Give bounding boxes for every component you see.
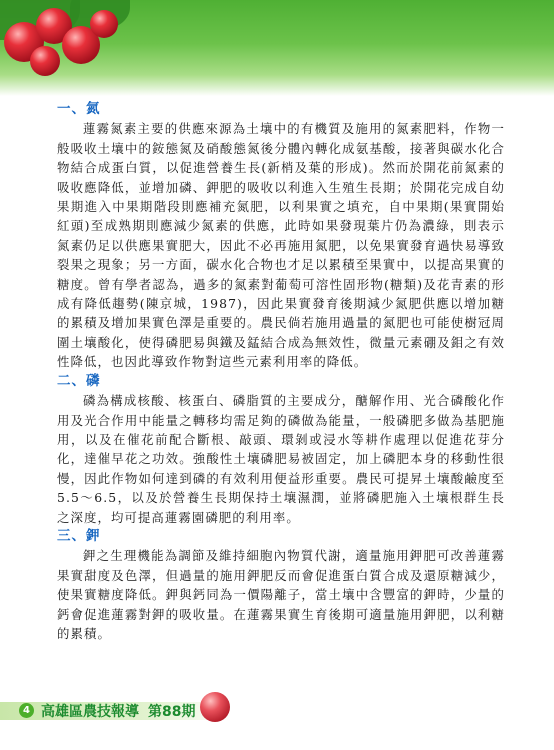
wax-apple-image <box>90 10 118 38</box>
section-title: 二、磷 <box>57 372 101 389</box>
section-title: 一、氮 <box>57 101 101 117</box>
paragraph: 磷為構成核酸、核蛋白、磷脂質的主要成分，醣解作用、光合磷酸化作用及光合作用中能量之轉移均需足夠的磷做為能量，一般磷肥多做為基肥施用，以及在催花前配合斷根、敲頭、環剝或浸水等耕作處理以促進花芽分化，達催早花之功效。強酸性土壤磷肥易被固定，加上磷肥本身的移動性很慢，因此作物如何達到磷的有效利用便益形重要。農民可提昇土壤酸鹼度至5.5～6.5，以及於營養生長期保持土壤濕潤，並將磷肥施入土壤根群生長之深度，均可提高蓮霧園磷肥的利用率。 <box>57 393 505 525</box>
section-phosphorus <box>57 372 505 527</box>
page-footer <box>0 692 554 750</box>
wax-apple-icon <box>200 692 230 722</box>
header-banner <box>0 0 554 96</box>
article-body <box>57 100 505 643</box>
wax-apple-image <box>30 46 60 76</box>
journal-title: 高雄區農技報導 <box>41 704 139 720</box>
paragraph: 蓮霧氮素主要的供應來源為土壤中的有機質及施用的氮素肥料，作物一般吸收土壤中的銨態氮及硝酸態氮後分體內轉化成氨基酸，接著與碳水化合物結合成蛋白質，以促進營養生長(新梢及葉的形成)。然而於開花前氮素的吸收應降低，並增加磷、鉀肥的吸收以利進入生殖生長期；於開花完成自幼果期進入中果期階段則應補充氮肥，以利果實之填充，自中果期(果實開始紅頭)至成熟期則應減少氮素的供應，此時如果發現葉片仍為濃綠，則表示氮素仍足以供應果實肥大，因此不必再施用氮肥，以免果實發育過快易導致裂果之現象；另一方面，碳水化合物也才足以累積至果實中，以提高果實的糖度。曾有學者認為，過多的氮素對葡萄可溶性固形物(糖類)及花青素的形成有降低趨勢(陳京城，1987)，因此果實發育後期減少氮肥供應以增加糖的累積及增加果實色澤是重要的。農民倘若施用過量的氮肥也可能使樹冠周圍土壤酸化，使得磷肥易與鐵及錳結合成為無效性，微量元素硼及鉬之有效性降低，也因此導致作物對這些元素利用率的降低。 <box>57 121 505 370</box>
section-nitrogen <box>57 100 505 372</box>
page-number: 4 <box>19 703 34 718</box>
section-title: 三、鉀 <box>57 527 101 544</box>
section-potassium <box>57 527 505 643</box>
paragraph: 鉀之生理機能為調節及維持細胞內物質代謝，適量施用鉀肥可改善蓮霧果實甜度及色澤，但過量的施用鉀肥反而會促進蛋白質合成及還原糖減少，使果實糖度降低。鉀與鈣同為一價陽離子，當土壤中含豐富的鉀時，少量的鈣會促進蓮霧對鉀的吸收量。在蓮霧果實生育後期可適量施用鉀肥，以利糖的累積。 <box>57 548 505 641</box>
issue-number: 第88期 <box>148 704 196 720</box>
